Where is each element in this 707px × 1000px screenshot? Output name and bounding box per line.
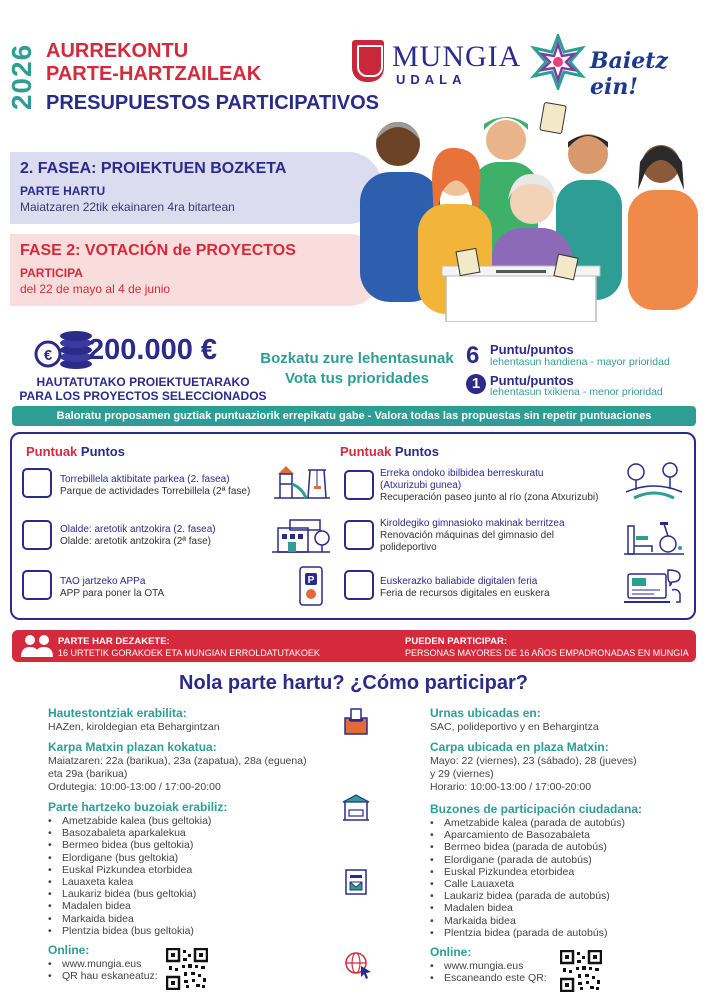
points-low-desc: lehentasun txikiena - menor prioridad xyxy=(490,386,663,398)
list-item: • Laukariz bidea (parada de autobús) xyxy=(430,890,625,902)
points-low-number: 1 xyxy=(466,374,486,394)
playground-icon xyxy=(272,460,332,500)
project-label-eu-2: (Atxurizubi gunea) xyxy=(380,480,462,491)
tent-hours-eu: Ordutegia: 10:00-13:00 / 17:00-20:00 xyxy=(48,781,221,793)
budget-label-es: PARA LOS PROYECTOS SELECCIONADOS xyxy=(19,389,267,403)
rule-bar: Baloratu proposamen guztiak puntuaziorik errepikatu gabe - Valora todas las propuestas sin repetir puntuaciones xyxy=(12,406,696,426)
vote-priorities-es: Vota tus prioridades xyxy=(285,370,429,387)
list-item: • Euskal Pizkundea etorbidea xyxy=(48,864,211,876)
title-line-2: PARTE-HARTZAILEAK xyxy=(46,63,262,85)
list-item: • Bermeo bidea (bus geltokia) xyxy=(48,839,211,851)
project-label-es: Olalde: aretotik antzokira (2ª fase) xyxy=(60,536,211,547)
project-label-eu: TAO jartzeko APPa xyxy=(60,576,146,587)
svg-text:P: P xyxy=(307,575,315,586)
column-header-left: Puntuak Puntos xyxy=(26,444,125,459)
project-label-es: APP para poner la OTA xyxy=(60,588,165,599)
points-high-number: 6 xyxy=(466,342,480,369)
project-label-eu: Euskerazko baliabide digitalen feria xyxy=(380,576,538,587)
list-item: • QR hau eskaneatuz: xyxy=(48,970,158,982)
project-label-es: Parque de actividades Torrebillela (2ª fase) xyxy=(60,486,251,497)
list-item: • Plentzia bidea (parada de autobús) xyxy=(430,927,625,939)
online-head-eu: Online: xyxy=(48,943,90,957)
laptop-icon xyxy=(624,566,686,606)
list-item: • Madalen bidea xyxy=(48,900,211,912)
project-label-eu: Erreka ondoko ibilbidea berreskuratu xyxy=(380,468,544,479)
phase-band-eu xyxy=(10,152,382,224)
online-head-es: Online: xyxy=(430,945,472,959)
coins-euro-icon xyxy=(34,324,94,374)
urns-head-eu: Hautestontziak erabilita: xyxy=(48,706,187,720)
udala-wordmark: UDALA xyxy=(396,72,467,87)
list-item: • Elordigane (parada de autobús) xyxy=(430,854,625,866)
urns-text-es: SAC, polideportivo y en Behargintza xyxy=(430,721,599,733)
boxes-list-es xyxy=(430,817,625,939)
phase-subtitle-eu: PARTE HARTU xyxy=(20,184,106,198)
svg-text:€: € xyxy=(43,347,53,364)
list-item: • Calle Lauaxeta xyxy=(430,878,625,890)
urns-text-eu: HAZen, kiroldegian eta Behargintzan xyxy=(48,721,220,733)
tent-line2-es: y 29 (viernes) xyxy=(430,768,494,780)
how-to-participate-title: Nola parte hartu? ¿Cómo participar? xyxy=(179,672,528,694)
globe-cursor-icon xyxy=(343,950,373,980)
project-label-eu: Torrebillela aktibitate parkea (2. fasea) xyxy=(60,474,230,485)
mungia-wordmark: MUNGIA xyxy=(392,40,522,73)
baietz-logo xyxy=(530,34,705,100)
phase-dates-eu: Maiatzaren 22tik ekainaren 4ra bitartean xyxy=(20,200,235,214)
tent-head-eu: Karpa Matxin plazan kokatua: xyxy=(48,740,217,754)
tent-line1-eu: Maiatzaren: 22a (barikua), 23a (zapatua), 28a (eguena) xyxy=(48,755,307,767)
points-box-tao-app[interactable] xyxy=(22,570,52,600)
list-item: • Markaida bidea xyxy=(430,915,625,927)
points-box-digital-fair[interactable] xyxy=(344,570,374,600)
points-box-river-path[interactable] xyxy=(344,470,374,500)
points-box-torrebillela[interactable] xyxy=(22,468,52,498)
urns-head-es: Urnas ubicadas en: xyxy=(430,706,541,720)
eligibility-text-es: PERSONAS MAYORES DE 16 AÑOS EMPADRONADAS EN MUNGIA xyxy=(405,648,689,658)
vote-priorities-eu: Bozkatu zure lehentasunak xyxy=(260,350,454,367)
building-icon xyxy=(270,514,332,554)
ballot-box-icon xyxy=(341,706,371,736)
list-item: • Madalen bidea xyxy=(430,902,625,914)
points-box-gym[interactable] xyxy=(344,520,374,550)
points-box-olalde[interactable] xyxy=(22,520,52,550)
phase-title-eu: 2. FASEA: PROIEKTUEN BOZKETA xyxy=(20,160,287,177)
points-high-desc: lehentasun handiena - mayor prioridad xyxy=(490,356,670,368)
list-item: • Plentzia bidea (bus geltokia) xyxy=(48,925,211,937)
tent-icon xyxy=(341,792,371,822)
project-label-eu: Olalde: aretotik antzokira (2. fasea) xyxy=(60,524,216,535)
online-list-es xyxy=(430,960,547,984)
budget-label-eu: HAUTATUTAKO PROIEKTUETARAKO xyxy=(36,375,250,389)
people-icon xyxy=(20,633,54,659)
tent-hours-es: Horario: 10:00-13:00 / 17:00-20:00 xyxy=(430,781,592,793)
parking-app-icon xyxy=(296,566,326,606)
eligibility-text-eu: 16 URTETIK GORAKOEK ETA MUNGIAN ERROLDATUTAKOEK xyxy=(58,648,320,658)
list-item: • Aparcamiento de Basozabaleta xyxy=(430,829,625,841)
boxes-head-eu: Parte hartzeko buzoiak erabiliz: xyxy=(48,800,228,814)
mungia-logo xyxy=(352,40,522,88)
online-list-eu xyxy=(48,958,158,982)
qr-code-icon[interactable] xyxy=(166,948,208,990)
project-label-es: Renovación máquinas del gimnasio del xyxy=(380,530,554,541)
budget-amount: 200.000 € xyxy=(88,334,218,366)
list-item: • Euskal Pizkundea etorbidea xyxy=(430,866,625,878)
list-item: • Ametzabide kalea (parada de autobús) xyxy=(430,817,625,829)
points-low-title: Puntu/puntos xyxy=(490,373,574,388)
phase-subtitle-es: PARTICIPA xyxy=(20,266,83,280)
list-item: • Bermeo bidea (parada de autobús) xyxy=(430,841,625,853)
points-high-title: Puntu/puntos xyxy=(490,342,574,357)
title-line-1: AURREKONTU xyxy=(46,40,189,62)
star-logo-icon xyxy=(530,34,586,90)
phase-title-es: FASE 2: VOTACIÓN de PROYECTOS xyxy=(20,242,296,259)
list-item: • Escaneando este QR: xyxy=(430,972,547,984)
mailbox-icon xyxy=(341,866,371,896)
phase-band-es xyxy=(10,234,382,306)
project-label-es: Feria de recursos digitales en euskera xyxy=(380,588,550,599)
river-path-icon xyxy=(624,460,684,500)
tent-line1-es: Mayo: 22 (viernes), 23 (sábado), 28 (jueves) xyxy=(430,755,637,767)
list-item: • Basozabaleta aparkalekua xyxy=(48,827,211,839)
shield-icon xyxy=(352,40,384,82)
title-line-3: PRESUPUESTOS PARTICIPATIVOS xyxy=(46,92,380,114)
list-item: • Laukariz bidea (bus geltokia) xyxy=(48,888,211,900)
boxes-list-eu xyxy=(48,815,211,937)
baietz-wordmark: Baietz ein! xyxy=(590,48,668,100)
eligibility-head-es: PUEDEN PARTICIPAR: xyxy=(405,636,508,647)
project-label-eu: Kiroldegiko gimnasioko makinak berritzea xyxy=(380,518,565,529)
project-label-es-2: polideportivo xyxy=(380,542,437,553)
year-label: 2026 xyxy=(6,43,38,111)
boxes-head-es: Buzones de participación ciudadana: xyxy=(430,802,643,816)
qr-code-icon[interactable] xyxy=(560,950,602,992)
website-link[interactable]: • www.mungia.eus xyxy=(48,958,158,970)
column-header-right: Puntuak Puntos xyxy=(340,444,439,459)
tent-head-es: Carpa ubicada en plaza Matxin: xyxy=(430,740,609,754)
project-label-es: Recuperación paseo junto al río (zona Atxurizubi) xyxy=(380,492,599,503)
list-item: • Ametzabide kalea (bus geltokia) xyxy=(48,815,211,827)
list-item: • Lauaxeta kalea xyxy=(48,876,211,888)
gym-machine-icon xyxy=(622,516,686,556)
list-item: • Markaida bidea xyxy=(48,913,211,925)
phase-dates-es: del 22 de mayo al 4 de junio xyxy=(20,282,171,296)
list-item: • Elordigane (bus geltokia) xyxy=(48,852,211,864)
tent-line2-eu: eta 29a (barikua) xyxy=(48,768,128,780)
voters-illustration xyxy=(346,100,707,322)
eligibility-head-eu: PARTE HAR DEZAKETE: xyxy=(58,636,170,647)
website-link[interactable]: • www.mungia.eus xyxy=(430,960,547,972)
